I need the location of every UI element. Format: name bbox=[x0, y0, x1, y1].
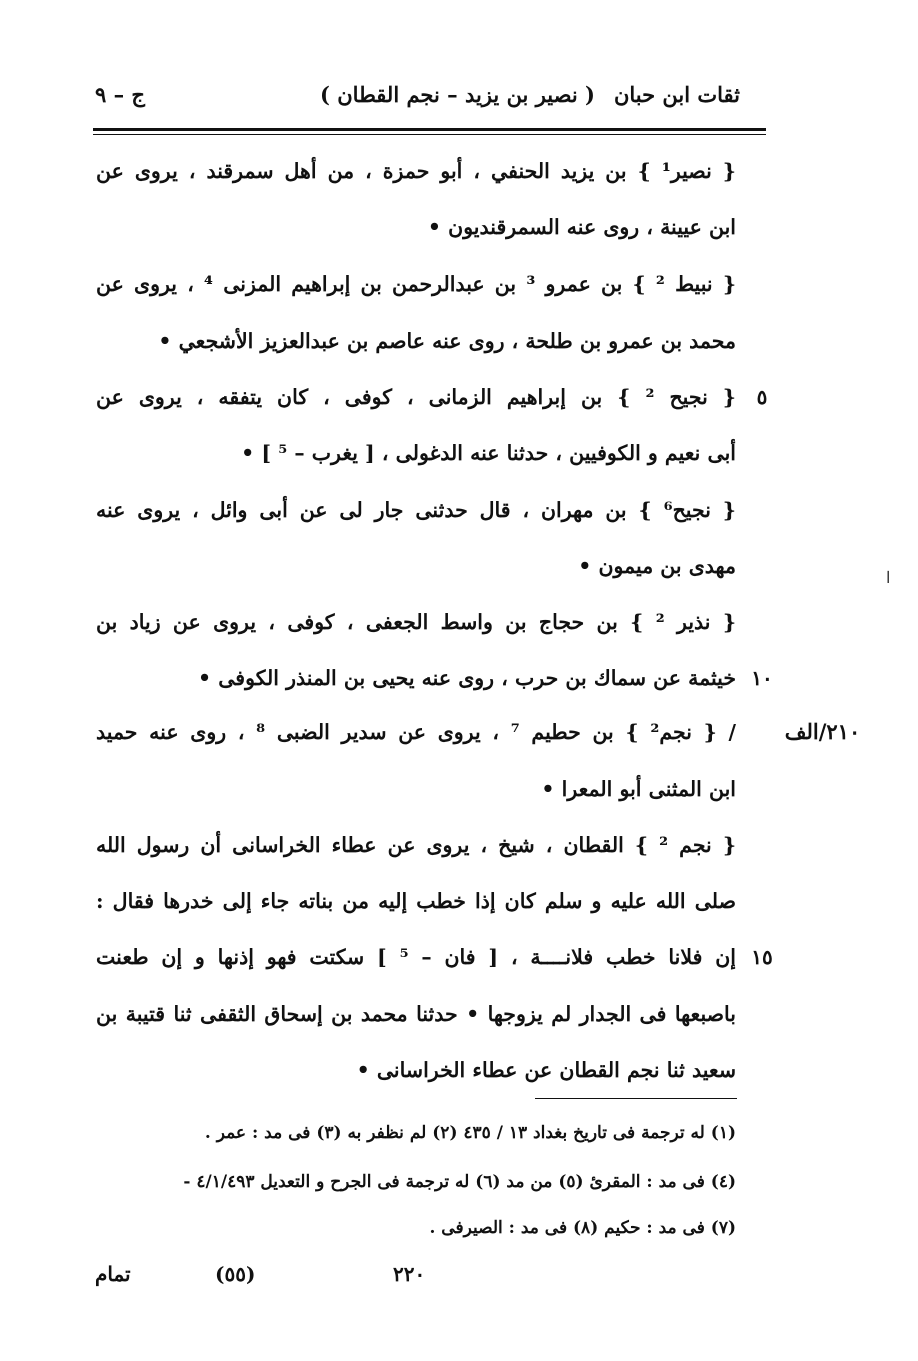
text-line-13: { نجم ² } القطان ، شيخ ، يروى عن عطاء الخراسانى أن رسول الله bbox=[96, 833, 736, 857]
volume-label: ج – ٩ bbox=[95, 82, 145, 107]
section-title: ( نصير بن يزيد – نجم القطان ) bbox=[320, 82, 595, 107]
text-line-9: { نذير ² } بن حجاج بن واسط الجعفى ، كوفى ، يروى عن زياد بن bbox=[96, 610, 736, 634]
text-line-5: { نجيح ² } بن إبراهيم الزمانى ، كوفى ، كان يتفقه ، يروى عن bbox=[96, 385, 736, 409]
text-line-17: سعيد ثنا نجم القطان عن عطاء الخراسانى • bbox=[356, 1058, 736, 1082]
text-line-8: مهدى بن ميمون • bbox=[578, 554, 736, 578]
footnote-line-1: (١) له ترجمة فى تاريخ بغداد ١٣ / ٤٣٥ (٢) لم نظفر به (٣) فى مد : عمر . bbox=[204, 1123, 736, 1143]
running-header bbox=[95, 82, 740, 122]
line-number-5: ٥ bbox=[756, 385, 768, 409]
text-line-16: باصبعها فى الجدار لم يزوجها • حدثنا محمد بن إسحاق الثقفى ثنا قتيبة بن bbox=[96, 1002, 736, 1026]
footnote-rule bbox=[535, 1098, 737, 1099]
header-rule bbox=[93, 128, 766, 131]
text-line-6: أبى نعيم و الكوفيين ، حدثنا عنه الدغولى ، [ يغرب – ⁵ ] • bbox=[241, 441, 736, 465]
text-line-2: ابن عيينة ، روى عنه السمرقنديون • bbox=[427, 215, 736, 239]
page-number: ٢٢٠ bbox=[393, 1262, 426, 1286]
text-line-15: إن فلانا خطب فلانــــة ، [ فان – ⁵ ] سكتت فهو إذنها و إن طعنت bbox=[96, 945, 736, 969]
text-line-14: صلى الله عليه و سلم كان إذا خطب إليه من بناته جاء إلى خدرها فقال : bbox=[96, 889, 736, 913]
footnote-line-2: (٤) فى مد : المقرئ (٥) من مد (٦) له ترجمة فى الجرح و التعديل ٤/١/٤٩٣ - bbox=[183, 1172, 736, 1192]
text-line-10: خيثمة عن سماك بن حرب ، روى عنه يحيى بن المنذر الكوفى • bbox=[197, 666, 736, 690]
folio-margin-reference: ٢١٠/الف bbox=[784, 719, 861, 744]
page-footer bbox=[95, 1262, 455, 1296]
footnote-line-3: (٧) فى مد : حكيم (٨) فى مد : الصيرفى . bbox=[429, 1218, 736, 1238]
text-line-12: ابن المثنى أبو المعرا • bbox=[541, 777, 736, 801]
header-rule-thin bbox=[93, 134, 766, 135]
text-line-3: { نبيط ² } بن عمرو ³ بن عبدالرحمن بن إبراهيم المزنى ⁴ ، يروى عن bbox=[96, 272, 736, 296]
line-number-15: ١٥ bbox=[751, 945, 773, 969]
text-line-4: محمد بن عمرو بن طلحة ، روى عنه عاصم بن عبدالعزيز الأشجعي • bbox=[158, 329, 736, 353]
text-line-7: { نجيح⁶ } بن مهران ، قال حدثنى جار لى عن أبى وائل ، يروى عنه bbox=[96, 498, 736, 522]
footer-word: تمام bbox=[95, 1262, 131, 1286]
text-line-1: { نصير¹ } بن يزيد الحنفي ، أبو حمزة ، من أهل سمرقند ، يروى عن bbox=[96, 159, 736, 183]
book-title: ثقات ابن حبان bbox=[613, 82, 740, 107]
line-number-10: ١٠ bbox=[751, 666, 773, 690]
text-line-11: / { نجم² } بن حطيم ⁷ ، يروى عن سدير الضبى ⁸ ، روى عنه حميد bbox=[96, 720, 736, 744]
margin-mark: ا bbox=[886, 568, 891, 587]
footer-sheet-number: (٥٥) bbox=[215, 1262, 256, 1286]
